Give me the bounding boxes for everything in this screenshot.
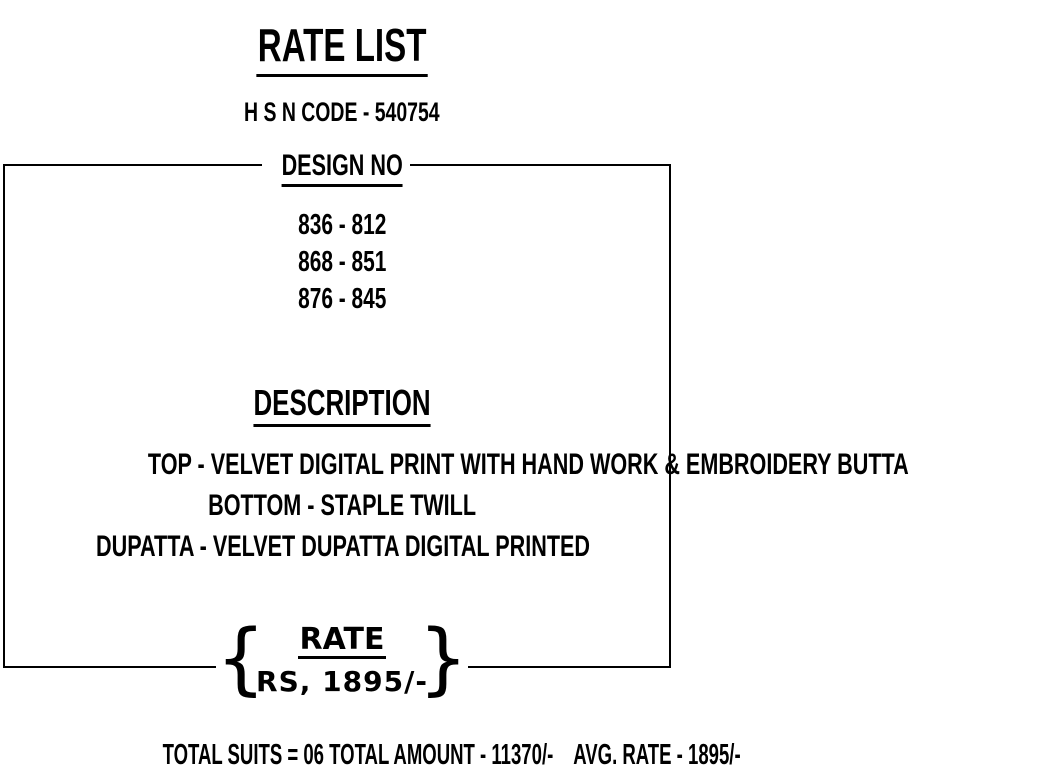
design-heading: [0, 149, 684, 187]
description-bottom: BOTTOM - STAPLE TWILL: [208, 489, 476, 522]
description-top: TOP - VELVET DIGITAL PRINT WITH HAND WORK & EMBROIDERY BUTTA: [147, 448, 909, 481]
design-number-item: [0, 207, 684, 244]
description-line: [0, 444, 909, 485]
left-brace-icon: {: [216, 614, 266, 704]
footer-summary: [0, 738, 741, 772]
description-heading-text: DESCRIPTION: [253, 383, 430, 427]
rate-label-text: RATE: [299, 622, 385, 657]
design-heading-text: DESIGN NO: [281, 149, 402, 187]
design-number-item: [0, 244, 684, 281]
hsn-code: [0, 97, 684, 127]
rate-block: [216, 614, 468, 704]
design-number: 876 - 845: [297, 283, 387, 315]
rate-value: RS, 1895/-: [256, 665, 428, 698]
description-line: [0, 526, 684, 567]
footer-summary-text: TOTAL SUITS = 06 TOTAL AMOUNT - 11370/- AVG. RATE - 1895/-: [162, 739, 741, 771]
design-number-list: [0, 207, 684, 318]
design-number: 836 - 812: [297, 209, 387, 241]
design-number-item: [0, 281, 684, 318]
description-heading: [0, 383, 684, 427]
right-brace-icon: }: [418, 614, 468, 704]
design-number: 868 - 851: [297, 246, 387, 278]
title-text: RATE LIST: [256, 18, 428, 77]
description-list: [0, 444, 909, 567]
page-title: [0, 18, 684, 77]
description-dupatta: DUPATTA - VELVET DUPATTA DIGITAL PRINTED: [96, 530, 591, 563]
hsn-code-text: H S N CODE - 540754: [244, 97, 440, 127]
description-line: [0, 485, 684, 526]
